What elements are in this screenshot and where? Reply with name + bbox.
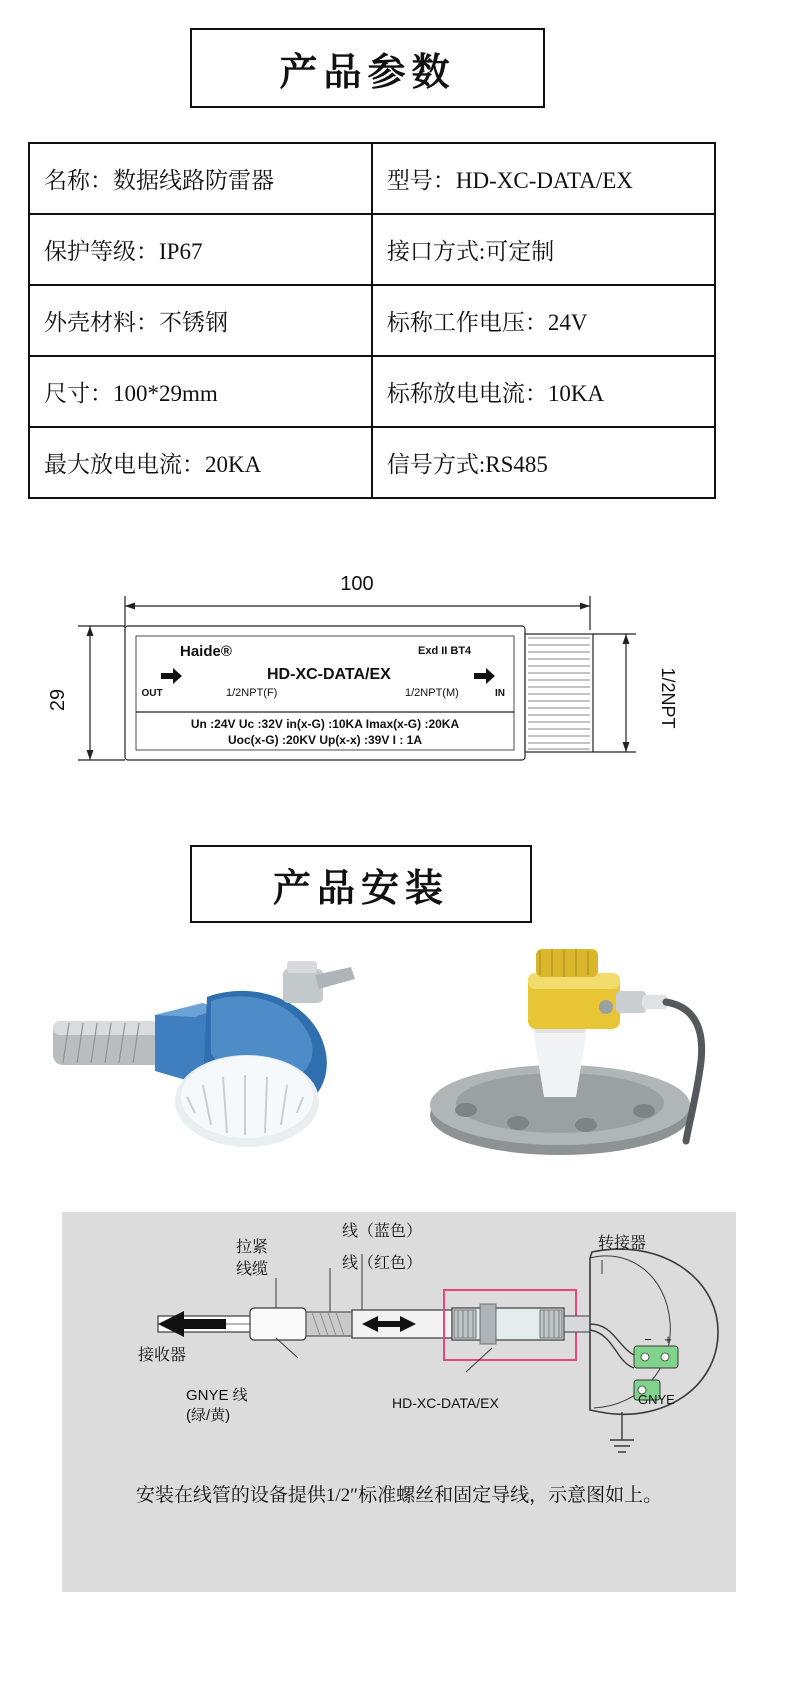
section-title-installation: 产品安装: [272, 867, 449, 910]
cell-value: 可定制: [485, 239, 555, 264]
table-cell-size: [29, 356, 372, 427]
label-wire-blue: 线（蓝色）: [341, 1223, 423, 1240]
label-tension-cable-line1: 拉紧: [235, 1239, 269, 1256]
table-cell-signal-type: [372, 427, 715, 498]
table-row: [29, 356, 715, 427]
cell-value: 不锈钢: [159, 310, 228, 335]
label-gnye-wire-line2: (绿/黄): [186, 1407, 231, 1424]
spec-line-2: Uoc(x-G) :20KV Up(x-x) :39V I : 1A: [227, 733, 423, 747]
specification-table: [28, 142, 716, 499]
section-banner-parameters: [190, 28, 545, 108]
table-cell-nominal-discharge-current: [372, 356, 715, 427]
table-cell-max-discharge-current: [29, 427, 372, 498]
cell-value: 数据线路防雷器: [113, 168, 274, 193]
photo-blue-device: [35, 945, 365, 1165]
model-label: HD-XC-DATA/EX: [267, 666, 391, 683]
table-cell-model: [372, 143, 715, 214]
table-cell-interface: [372, 214, 715, 285]
port-out-thread-label: 1/2NPT(F): [226, 687, 278, 699]
cell-label: 尺寸：: [44, 381, 113, 406]
installation-caption: 安装在线管的设备提供1/2″标准螺丝和固定导线，示意图如上。: [135, 1485, 663, 1506]
dimension-length: 100: [340, 573, 374, 595]
cell-label: 标称工作电压：: [386, 310, 548, 335]
cell-label: 名称：: [44, 168, 113, 193]
installation-diagram: [62, 1212, 736, 1592]
cell-value: IP67: [159, 239, 203, 264]
cell-label: 外壳材料：: [44, 310, 159, 335]
cell-label: 型号：: [386, 168, 456, 193]
label-wire-red: 线（红色）: [341, 1255, 423, 1272]
cell-label: 信号方式: [386, 452, 479, 477]
cell-label: 标称放电电流：: [386, 381, 548, 406]
label-terminal-plus: +: [664, 1332, 672, 1347]
label-receiver: 接收器: [137, 1347, 187, 1364]
cell-value: 20KA: [205, 452, 262, 477]
dimensional-drawing: [30, 548, 768, 808]
cell-value: HD-XC-DATA/EX: [455, 168, 633, 193]
cell-value: 24V: [547, 310, 588, 335]
table-cell-shell-material: [29, 285, 372, 356]
cell-value: 10KA: [547, 381, 605, 406]
section-title-parameters: 产品参数: [279, 51, 456, 94]
section-banner-installation: [190, 845, 532, 923]
cell-label: 保护等级：: [44, 239, 159, 264]
dimension-thread: 1/2NPT: [658, 667, 678, 729]
cell-label: 接口方式:: [386, 239, 486, 264]
table-row: [29, 427, 715, 498]
port-out-label: OUT: [141, 688, 163, 699]
cell-label: 最大放电电流：: [44, 452, 205, 477]
dimension-height: 29: [47, 688, 69, 712]
table-row: [29, 285, 715, 356]
table-row: [29, 143, 715, 214]
cell-value: :RS485: [478, 452, 548, 477]
label-device-model: HD-XC-DATA/EX: [392, 1395, 499, 1411]
port-in-thread-label: 1/2NPT(M): [405, 687, 459, 699]
photo-yellow-device: [400, 945, 730, 1165]
spec-line-1: Un :24V Uc :32V in(x-G) :10KA Imax(x-G) :20KA: [190, 717, 460, 731]
table-cell-nominal-voltage: [372, 285, 715, 356]
ex-marking-label: Exd II BT4: [418, 645, 472, 657]
cell-value: 100*29mm: [113, 381, 218, 406]
label-terminal-minus: −: [644, 1332, 652, 1347]
label-tension-cable-line2: 线缆: [235, 1261, 269, 1278]
table-cell-protection-level: [29, 214, 372, 285]
label-adapter: 转接器: [597, 1235, 647, 1252]
label-gnye-wire-line1: GNYE 线: [186, 1387, 248, 1404]
table-row: [29, 214, 715, 285]
label-terminal-gnye: GNYE: [638, 1392, 675, 1407]
product-photo-row: [0, 945, 798, 1190]
brand-label: Haide®: [180, 643, 232, 660]
table-cell-name: [29, 143, 372, 214]
port-in-label: IN: [495, 688, 505, 699]
